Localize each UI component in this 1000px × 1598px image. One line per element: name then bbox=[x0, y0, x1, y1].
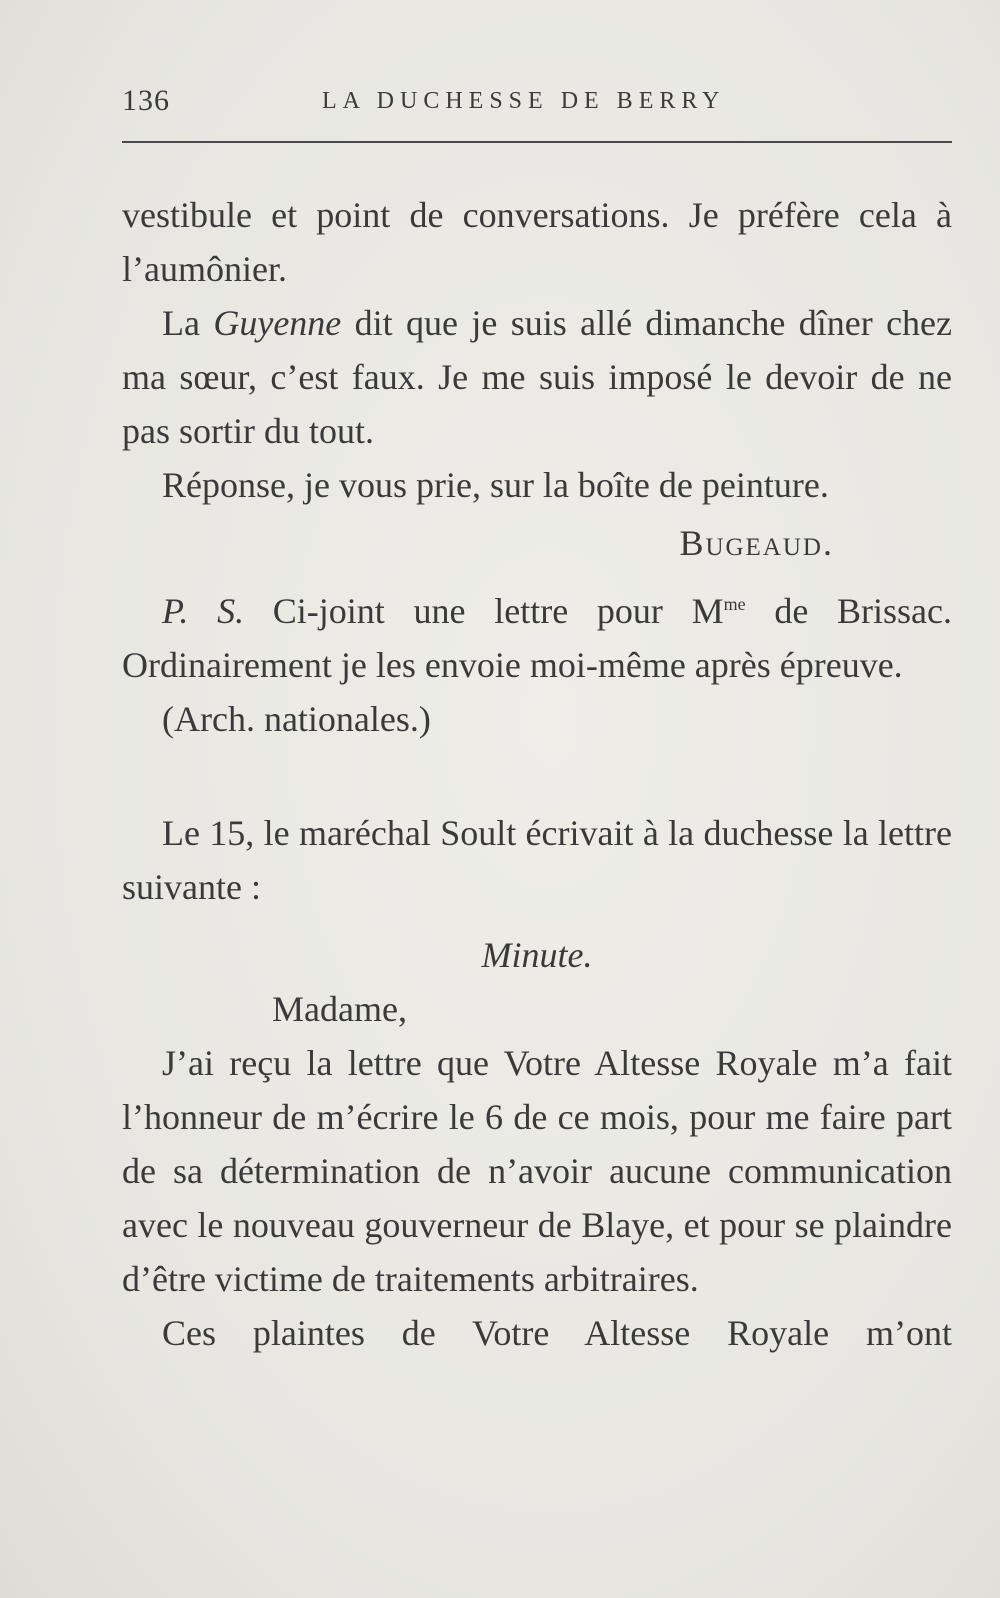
paragraph-reponse: Réponse, je vous prie, sur la boîte de peinture. bbox=[162, 465, 829, 505]
guyenne-lead: La bbox=[162, 303, 214, 343]
postscript-text-a: Ci-joint une lettre pour M bbox=[244, 591, 724, 631]
paragraph-plaintes: Ces plaintes de Votre Altesse Royale m’ont bbox=[162, 1313, 952, 1353]
paragraph-vestibule: vestibule et point de conversations. Je préfère cela à l’aumônier. bbox=[122, 195, 952, 289]
page-header bbox=[122, 84, 952, 124]
paragraph-letter: J’ai reçu la lettre que Votre Altesse Royale m’a fait l’honneur de m’écrire le 6 de ce mois, pour me faire part de sa détermination de n’avoir aucune communication avec le nouveau gouverneur de Blaye, et pour se plaindre d’être victime de traitements arbitraires. bbox=[122, 1043, 952, 1299]
source-citation: (Arch. nationales.) bbox=[162, 699, 431, 739]
page-number: 136 bbox=[122, 84, 170, 117]
signature: Bugeaud. bbox=[679, 523, 834, 563]
guyenne-rest: dit que je suis allé dimanche dîner chez ma sœur, c’est faux. Je me suis imposé le devoir de ne pas sortir du tout. bbox=[122, 303, 953, 451]
postscript-superscript: me bbox=[723, 594, 746, 614]
postscript bbox=[122, 584, 952, 692]
minute-heading: Minute. bbox=[481, 935, 593, 975]
guyenne-title: Guyenne bbox=[213, 303, 342, 343]
postscript-label: P. S. bbox=[162, 591, 245, 631]
section-gap bbox=[122, 746, 952, 806]
salutation: Madame, bbox=[272, 989, 407, 1029]
header-rule bbox=[122, 141, 952, 143]
paragraph-guyenne bbox=[122, 296, 952, 458]
running-title: LA DUCHESSE DE BERRY bbox=[322, 88, 726, 114]
page-body bbox=[122, 188, 952, 1360]
postscript-text-b: de Brissac. Ordinairement je les envoie moi-même après épreuve. bbox=[122, 591, 952, 685]
paragraph-soult: Le 15, le maréchal Soult écrivait à la duchesse la lettre suivante : bbox=[122, 813, 952, 907]
